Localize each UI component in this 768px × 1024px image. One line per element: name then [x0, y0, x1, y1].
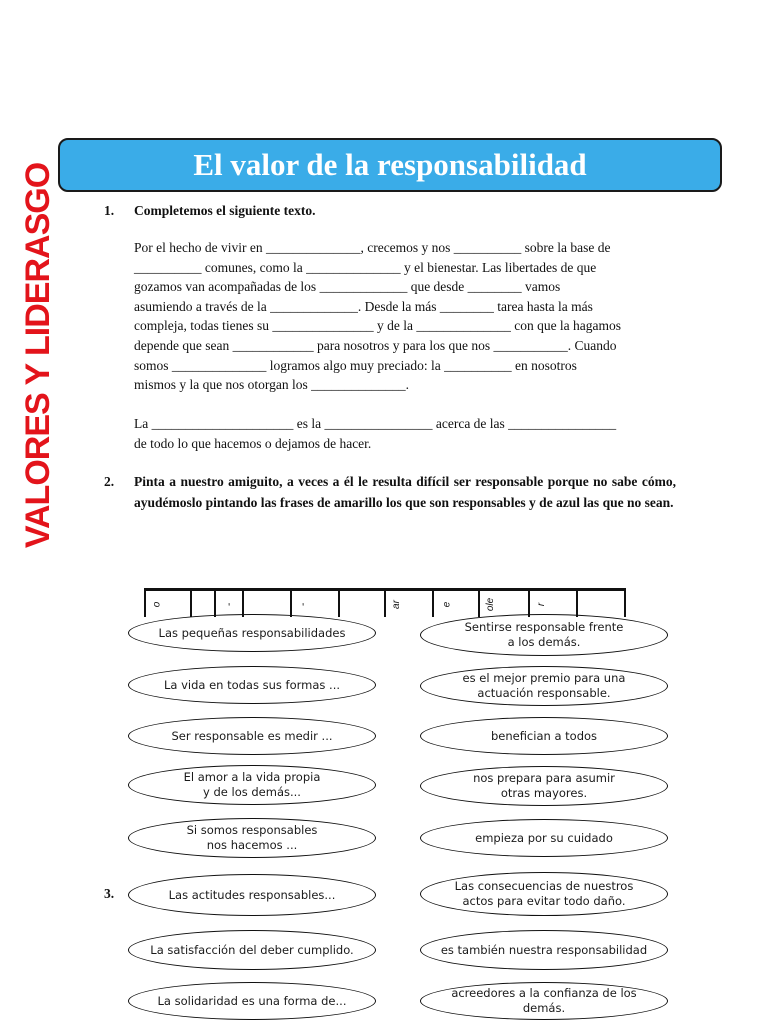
q1-line: asumiendo a través de la _____________. Desde la más ________ tarea hasta la más [134, 298, 593, 314]
phrase-text: nos prepara para asumir [473, 771, 615, 785]
phrase-oval[interactable] [420, 872, 668, 916]
phrase-text: Si somos responsables [186, 823, 318, 837]
q1-line: gozamos van acompañadas de los _____________ que desde ________ vamos [134, 279, 561, 295]
phrase-oval[interactable] [420, 614, 668, 656]
phrase-oval[interactable] [128, 666, 376, 704]
phrase-oval[interactable] [128, 717, 376, 755]
q1-paragraph [134, 238, 676, 395]
phrase-oval[interactable] [128, 765, 376, 805]
side-label-text: VALORES Y LIDERASGO [19, 162, 58, 548]
q1-line: __________ comunes, como la ______________ y el bienestar. Las libertades de que [134, 259, 597, 275]
phrase-text: La satisfacción del deber cumplido. [150, 942, 354, 957]
phrase-text: empieza por su cuidado [475, 830, 613, 845]
caterpillar-segment [478, 591, 480, 617]
phrase-text: Las pequeñas responsabilidades [158, 625, 346, 640]
q1-definition-line: de todo lo que hacemos o dejamos de hacer. [134, 435, 372, 451]
caterpillar-mark: ar [390, 600, 402, 609]
phrase-text: acreedores a la confianza de los demás. [451, 986, 637, 1015]
phrase-oval[interactable] [128, 930, 376, 970]
phrase-oval[interactable] [420, 819, 668, 857]
caterpillar-segment [214, 591, 216, 617]
q1-line: somos ______________ logramos algo muy preciado: la __________ en nosotros [134, 357, 577, 373]
caterpillar-mark: ole [485, 597, 497, 612]
caterpillar-mark: o [151, 601, 163, 608]
caterpillar-segment [384, 591, 386, 617]
caterpillar-mark: - [298, 602, 310, 607]
caterpillar-segment [144, 591, 146, 617]
phrase-oval[interactable] [128, 874, 376, 916]
caterpillar-segment [290, 591, 292, 617]
phrase-oval[interactable] [128, 614, 376, 652]
phrase-text: es el mejor premio para una [462, 671, 626, 685]
side-label [14, 162, 64, 548]
q1-line: compleja, todas tienes su _______________ y de la ______________ con que la hagamos [134, 318, 622, 334]
phrase-oval[interactable] [420, 666, 668, 706]
caterpillar-mark: - [224, 602, 236, 607]
phrase-oval[interactable] [420, 717, 668, 755]
title-banner [58, 138, 722, 192]
phrase-text: Las actitudes responsables... [168, 887, 336, 902]
q2-instruction: Pinta a nuestro amiguito, a veces a él le resulta difícil ser responsable porque no sabe cómo, ayudémoslo pintando las frases de amarillo los que son responsables y de azul las que no sean. [134, 474, 676, 510]
caterpillar-segment [432, 591, 434, 617]
phrase-text: Ser responsable es medir ... [171, 728, 333, 743]
caterpillar-segment [624, 591, 626, 617]
q1-definition-line: La _____________________ es la ________________ acerca de las ________________ [134, 416, 617, 431]
phrase-oval[interactable] [128, 818, 376, 858]
phrase-oval[interactable] [420, 930, 668, 970]
phrase-oval[interactable] [128, 982, 376, 1020]
phrase-text: a los demás. [507, 635, 581, 649]
q3-number: 3. [104, 886, 115, 901]
q1-definition [134, 414, 676, 453]
caterpillar-segment [528, 591, 530, 617]
page-title: El valor de la responsabilidad [193, 147, 587, 182]
phrase-oval[interactable] [420, 982, 668, 1020]
q1-number: 1. [104, 203, 115, 218]
phrase-text: y de los demás... [203, 785, 301, 799]
caterpillar-segment [576, 591, 578, 617]
caterpillar-mark: e [441, 601, 453, 608]
phrase-text: actuación responsable. [477, 686, 611, 700]
q1-line: Por el hecho de vivir en ______________, crecemos y nos __________ sobre la base de [134, 240, 611, 255]
phrase-text: nos hacemos ... [206, 838, 298, 852]
q1-instruction: Completemos el siguiente texto. [134, 203, 316, 218]
caterpillar-mark: r [536, 602, 548, 607]
phrase-text: Las consecuencias de nuestros [454, 879, 634, 893]
phrase-text: es también nuestra responsabilidad [440, 942, 648, 957]
phrase-text: otras mayores. [500, 786, 588, 800]
phrase-text: La vida en todas sus formas ... [163, 677, 341, 692]
q1-line: mismos y la que nos otorgan los ______________. [134, 377, 409, 393]
phrase-oval[interactable] [420, 766, 668, 806]
phrase-text: actos para evitar todo daño. [462, 894, 626, 908]
phrase-text: Sentirse responsable frente [464, 620, 624, 634]
phrase-text: La solidaridad es una forma de... [157, 993, 347, 1008]
q2-number: 2. [104, 474, 115, 489]
caterpillar-segment [190, 591, 192, 617]
q1-line: depende que sean ____________ para nosotros y para los que nos ___________. Cuando [134, 337, 617, 353]
caterpillar-segment [338, 591, 340, 617]
phrase-text: benefician a todos [490, 728, 598, 743]
phrase-text: El amor a la vida propia [183, 770, 321, 784]
